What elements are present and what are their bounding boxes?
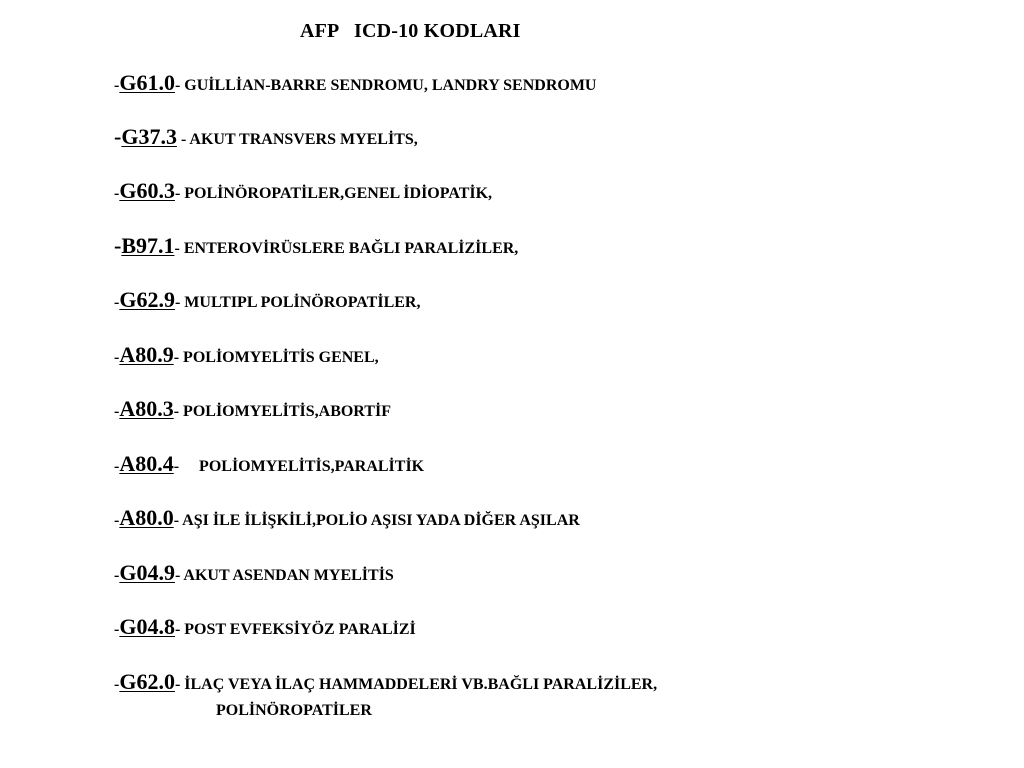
entry-dash: - xyxy=(114,185,120,202)
icd-entry-a80-0 xyxy=(114,507,580,529)
icd-description: - POST EVFEKSİYÖZ PARALİZİ xyxy=(174,621,416,638)
entry-dash: - xyxy=(114,676,120,693)
icd-code: G61.0 xyxy=(119,70,175,95)
entry-dash: - xyxy=(114,77,120,94)
icd-description: - GUİLLİAN-BARRE SENDROMU, LANDRY SENDROMU xyxy=(174,77,597,94)
icd-description-continuation: POLİNÖROPATİLER xyxy=(216,702,372,719)
icd-description: - ENTEROVİRÜSLERE BAĞLI PARALİZİLER, xyxy=(174,240,519,257)
icd-description: - POLİNÖROPATİLER,GENEL İDİOPATİK, xyxy=(174,185,493,202)
icd-code: G62.0 xyxy=(119,669,175,694)
icd-entry-g61-0 xyxy=(114,72,596,94)
entry-dash: - xyxy=(114,233,122,258)
entry-dash: - xyxy=(114,294,120,311)
icd-entry-g04-8 xyxy=(114,616,416,638)
icd-code: G04.8 xyxy=(119,614,175,639)
icd-entry-a80-4 xyxy=(114,453,424,475)
icd-description: - İLAÇ VEYA İLAÇ HAMMADDELERİ VB.BAĞLI PARALİZİLER, xyxy=(174,676,658,693)
icd-entry-a80-3 xyxy=(114,398,391,420)
icd-code: G62.9 xyxy=(119,287,175,312)
entry-dash: - xyxy=(114,403,120,420)
entry-dash: - xyxy=(114,124,122,149)
icd-code: A80.0 xyxy=(119,505,174,530)
icd-description: - AŞI İLE İLİŞKİLİ,POLİO AŞISI YADA DİĞER AŞILAR xyxy=(173,512,580,529)
icd-entry-g62-9 xyxy=(114,289,420,311)
icd-code: G37.3 xyxy=(121,124,177,149)
icd-entry-g04-9 xyxy=(114,562,394,584)
icd-entry-g60-3 xyxy=(114,180,492,202)
entry-dash: - xyxy=(114,349,120,366)
icd-description: - AKUT TRANSVERS MYELİTS, xyxy=(176,131,418,148)
icd-code: A80.9 xyxy=(119,342,174,367)
entry-dash: - xyxy=(114,458,120,475)
icd-entry-a80-9 xyxy=(114,344,379,366)
icd-code: B97.1 xyxy=(121,233,175,258)
icd-description: - AKUT ASENDAN MYELİTİS xyxy=(174,567,394,584)
icd-code: G60.3 xyxy=(119,178,175,203)
icd-description: - POLİOMYELİTİS,PARALİTİK xyxy=(173,458,425,475)
icd-entry-b97-1 xyxy=(114,235,518,257)
icd-entry-g62-0 xyxy=(114,671,657,693)
icd-description: - MULTIPL POLİNÖROPATİLER, xyxy=(174,294,421,311)
entry-dash: - xyxy=(114,567,120,584)
entry-dash: - xyxy=(114,621,120,638)
icd-description: - POLİOMYELİTİS GENEL, xyxy=(173,349,379,366)
icd-code: G04.9 xyxy=(119,560,175,585)
icd-code: A80.4 xyxy=(119,451,174,476)
entry-dash: - xyxy=(114,512,120,529)
icd-code: A80.3 xyxy=(119,396,174,421)
slide-title: AFP ICD-10 KODLARI xyxy=(300,20,521,42)
icd-entry-g37-3 xyxy=(114,126,418,148)
icd-description: - POLİOMYELİTİS,ABORTİF xyxy=(173,403,391,420)
